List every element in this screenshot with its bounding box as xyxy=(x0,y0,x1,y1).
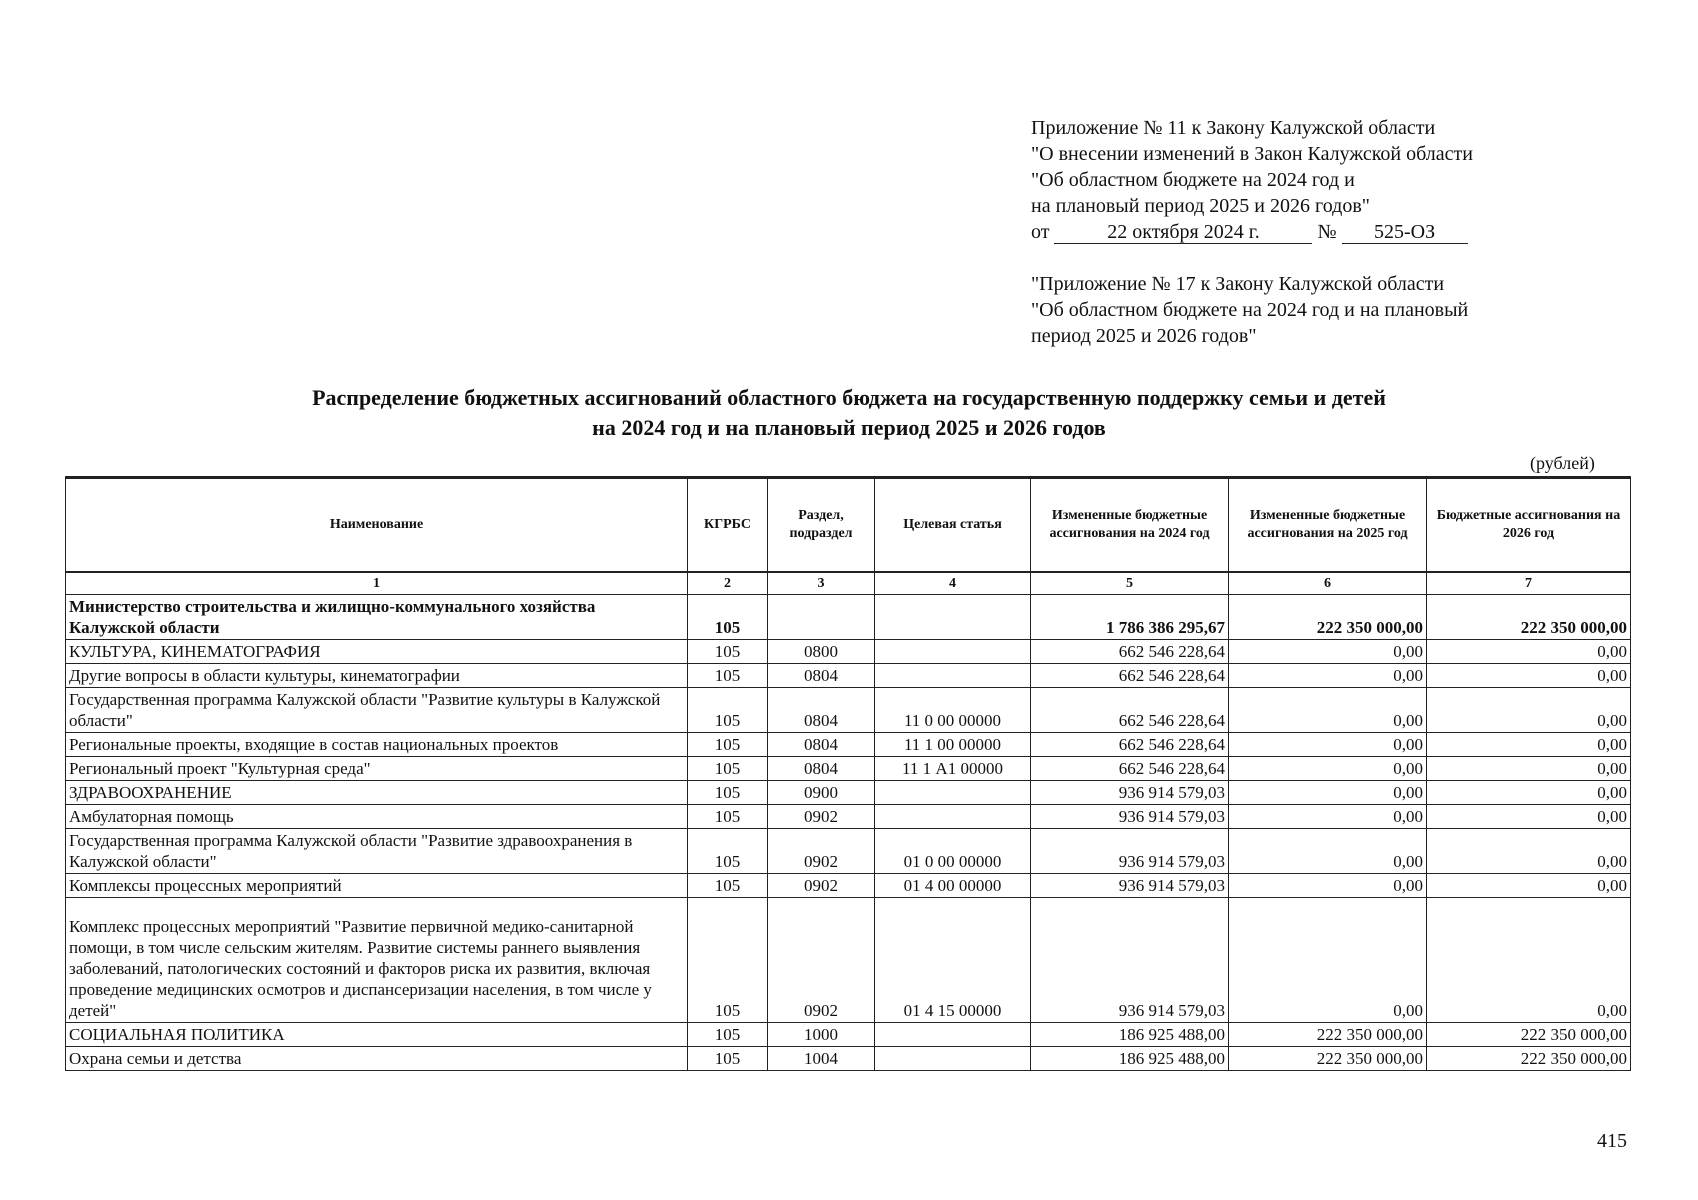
table-row xyxy=(66,664,1631,688)
cell-kgrbs: 105 xyxy=(688,640,768,664)
annex-line: период 2025 и 2026 годов" xyxy=(1031,325,1257,347)
table-row xyxy=(66,805,1631,829)
cell-article xyxy=(875,1023,1031,1047)
cell-article: 01 4 00 00000 xyxy=(875,874,1031,898)
cell-2024: 936 914 579,03 xyxy=(1031,781,1229,805)
cell-article xyxy=(875,781,1031,805)
cell-2026: 0,00 xyxy=(1427,781,1631,805)
cell-2025: 0,00 xyxy=(1229,805,1427,829)
header-line: на плановый период 2025 и 2026 годов" xyxy=(1031,195,1370,217)
cell-name: Государственная программа Калужской области "Развитие здравоохранения в Калужской области" xyxy=(66,829,688,874)
cell-2024: 186 925 488,00 xyxy=(1031,1047,1229,1071)
cell-2025: 222 350 000,00 xyxy=(1229,1047,1427,1071)
column-header: Бюджетные ассигнования на 2026 год xyxy=(1427,478,1631,573)
column-header: Измененные бюджетные ассигнования на 2025 год xyxy=(1229,478,1427,573)
table-row xyxy=(66,781,1631,805)
cell-article xyxy=(875,805,1031,829)
cell-2024: 662 546 228,64 xyxy=(1031,757,1229,781)
header-row xyxy=(66,478,1631,573)
cell-name: Комплекс процессных мероприятий "Развитие первичной медико-санитарной помощи, в том числе сельским жителям. Развитие системы раннего выявления заболеваний, патологических состояний и факторов риска их развития, включая проведение медицинских осмотров и диспансеризации населения, в том числе у детей" xyxy=(66,898,688,1023)
cell-2026: 0,00 xyxy=(1427,805,1631,829)
cell-name: Министерство строительства и жилищно-коммунального хозяйства Калужской области xyxy=(66,595,688,640)
cell-2024: 662 546 228,64 xyxy=(1031,688,1229,733)
cell-2026: 0,00 xyxy=(1427,757,1631,781)
number-label: № xyxy=(1317,221,1337,243)
cell-kgrbs: 105 xyxy=(688,757,768,781)
cell-kgrbs: 105 xyxy=(688,733,768,757)
cell-kgrbs: 105 xyxy=(688,688,768,733)
cell-2026: 0,00 xyxy=(1427,829,1631,874)
cell-section: 0804 xyxy=(768,733,875,757)
cell-2026: 0,00 xyxy=(1427,640,1631,664)
cell-section: 0900 xyxy=(768,781,875,805)
cell-section: 1000 xyxy=(768,1023,875,1047)
header-line: Приложение № 11 к Закону Калужской области xyxy=(1031,117,1436,139)
column-number: 1 xyxy=(66,572,688,595)
cell-section: 0804 xyxy=(768,688,875,733)
table-row xyxy=(66,1023,1631,1047)
cell-2024: 936 914 579,03 xyxy=(1031,898,1229,1023)
cell-2024: 936 914 579,03 xyxy=(1031,805,1229,829)
cell-2026: 0,00 xyxy=(1427,688,1631,733)
table-row xyxy=(66,688,1631,733)
table-row xyxy=(66,874,1631,898)
cell-kgrbs: 105 xyxy=(688,874,768,898)
cell-section: 1004 xyxy=(768,1047,875,1071)
law-number: 525-ОЗ xyxy=(1342,221,1468,244)
column-number: 4 xyxy=(875,572,1031,595)
cell-name: СОЦИАЛЬНАЯ ПОЛИТИКА xyxy=(66,1023,688,1047)
cell-name: Амбулаторная помощь xyxy=(66,805,688,829)
cell-2025: 222 350 000,00 xyxy=(1229,595,1427,640)
table-row xyxy=(66,595,1631,640)
cell-kgrbs: 105 xyxy=(688,898,768,1023)
cell-2026: 0,00 xyxy=(1427,898,1631,1023)
column-number: 5 xyxy=(1031,572,1229,595)
cell-name: Региональный проект "Культурная среда" xyxy=(66,757,688,781)
cell-article xyxy=(875,1047,1031,1071)
law-annex-header xyxy=(1031,115,1473,349)
page-number: 415 xyxy=(1597,1130,1627,1152)
column-number: 3 xyxy=(768,572,875,595)
cell-kgrbs: 105 xyxy=(688,664,768,688)
table-row xyxy=(66,757,1631,781)
title-line-2: на 2024 год и на плановый период 2025 и 2026 годов xyxy=(592,415,1106,440)
column-number: 2 xyxy=(688,572,768,595)
cell-2026: 222 350 000,00 xyxy=(1427,595,1631,640)
table-row xyxy=(66,829,1631,874)
cell-2026: 0,00 xyxy=(1427,874,1631,898)
from-label: от xyxy=(1031,221,1050,243)
column-header: Наименование xyxy=(66,478,688,573)
cell-2024: 936 914 579,03 xyxy=(1031,829,1229,874)
cell-kgrbs: 105 xyxy=(688,829,768,874)
cell-name: Государственная программа Калужской области "Развитие культуры в Калужской области" xyxy=(66,688,688,733)
cell-2025: 0,00 xyxy=(1229,781,1427,805)
annex-line: "Приложение № 17 к Закону Калужской области xyxy=(1031,273,1445,295)
cell-2024: 1 786 386 295,67 xyxy=(1031,595,1229,640)
cell-2026: 0,00 xyxy=(1427,733,1631,757)
cell-2024: 662 546 228,64 xyxy=(1031,640,1229,664)
law-date: 22 октября 2024 г. xyxy=(1054,221,1312,244)
cell-article: 01 4 15 00000 xyxy=(875,898,1031,1023)
cell-name: Охрана семьи и детства xyxy=(66,1047,688,1071)
column-header: Целевая статья xyxy=(875,478,1031,573)
cell-section: 0804 xyxy=(768,664,875,688)
cell-section: 0800 xyxy=(768,640,875,664)
cell-2025: 222 350 000,00 xyxy=(1229,1023,1427,1047)
cell-2025: 0,00 xyxy=(1229,688,1427,733)
cell-2025: 0,00 xyxy=(1229,640,1427,664)
cell-2025: 0,00 xyxy=(1229,664,1427,688)
table-row xyxy=(66,640,1631,664)
cell-2025: 0,00 xyxy=(1229,874,1427,898)
cell-article xyxy=(875,664,1031,688)
cell-section: 0804 xyxy=(768,757,875,781)
column-header: Раздел, подраздел xyxy=(768,478,875,573)
cell-name: Региональные проекты, входящие в состав национальных проектов xyxy=(66,733,688,757)
cell-2025: 0,00 xyxy=(1229,898,1427,1023)
cell-2024: 936 914 579,03 xyxy=(1031,874,1229,898)
cell-2026: 222 350 000,00 xyxy=(1427,1023,1631,1047)
cell-name: КУЛЬТУРА, КИНЕМАТОГРАФИЯ xyxy=(66,640,688,664)
cell-article xyxy=(875,595,1031,640)
table-row xyxy=(66,733,1631,757)
cell-kgrbs: 105 xyxy=(688,595,768,640)
document-title xyxy=(0,383,1698,443)
column-header: КГРБС xyxy=(688,478,768,573)
cell-2024: 662 546 228,64 xyxy=(1031,664,1229,688)
header-line: "О внесении изменений в Закон Калужской области xyxy=(1031,143,1473,165)
cell-2025: 0,00 xyxy=(1229,829,1427,874)
date-number-line xyxy=(1031,219,1473,245)
column-number: 6 xyxy=(1229,572,1427,595)
cell-2025: 0,00 xyxy=(1229,733,1427,757)
cell-2024: 662 546 228,64 xyxy=(1031,733,1229,757)
annex-line: "Об областном бюджете на 2024 год и на плановый xyxy=(1031,299,1469,321)
cell-article: 11 0 00 00000 xyxy=(875,688,1031,733)
table-row xyxy=(66,1047,1631,1071)
cell-2026: 0,00 xyxy=(1427,664,1631,688)
cell-article: 11 1 00 00000 xyxy=(875,733,1031,757)
units-label: (рублей) xyxy=(1530,453,1595,473)
cell-article: 01 0 00 00000 xyxy=(875,829,1031,874)
column-number: 7 xyxy=(1427,572,1631,595)
header-line: "Об областном бюджете на 2024 год и xyxy=(1031,169,1355,191)
cell-section: 0902 xyxy=(768,829,875,874)
cell-2026: 222 350 000,00 xyxy=(1427,1047,1631,1071)
cell-name: Комплексы процессных мероприятий xyxy=(66,874,688,898)
table-row xyxy=(66,898,1631,1023)
cell-kgrbs: 105 xyxy=(688,781,768,805)
column-header: Измененные бюджетные ассигнования на 2024 год xyxy=(1031,478,1229,573)
cell-article xyxy=(875,640,1031,664)
budget-table xyxy=(65,476,1631,1071)
cell-kgrbs: 105 xyxy=(688,805,768,829)
column-number-row xyxy=(66,572,1631,595)
title-line-1: Распределение бюджетных ассигнований областного бюджета на государственную поддержку семьи и детей xyxy=(312,385,1386,410)
cell-name: ЗДРАВООХРАНЕНИЕ xyxy=(66,781,688,805)
cell-2025: 0,00 xyxy=(1229,757,1427,781)
cell-kgrbs: 105 xyxy=(688,1023,768,1047)
cell-2024: 186 925 488,00 xyxy=(1031,1023,1229,1047)
cell-section xyxy=(768,595,875,640)
cell-name: Другие вопросы в области культуры, кинематографии xyxy=(66,664,688,688)
cell-article: 11 1 А1 00000 xyxy=(875,757,1031,781)
cell-section: 0902 xyxy=(768,805,875,829)
cell-section: 0902 xyxy=(768,874,875,898)
cell-section: 0902 xyxy=(768,898,875,1023)
cell-kgrbs: 105 xyxy=(688,1047,768,1071)
